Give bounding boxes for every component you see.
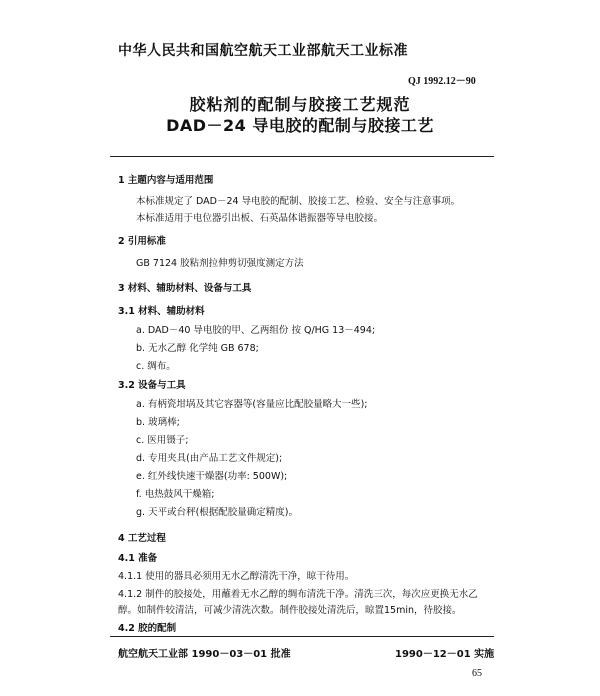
section-3-2-heading: 3.2 设备与工具	[118, 380, 186, 391]
effective-date: 1990－12－01 实施	[395, 649, 495, 660]
section-3-heading: 3 材料、辅助材料、设备与工具	[118, 283, 252, 294]
top-divider	[110, 156, 494, 157]
section-3-2-item-c: c. 医用镊子;	[136, 435, 189, 446]
section-4-1-heading: 4.1 准备	[118, 553, 158, 564]
approval-date: 航空航天工业部 1990－03－01 批准	[118, 649, 291, 660]
section-3-1-heading: 3.1 材料、辅助材料	[118, 306, 205, 317]
document-title: 胶粘剂的配制与胶接工艺规范	[189, 95, 411, 114]
section-3-2-item-b: b. 玻璃棒;	[136, 417, 180, 428]
section-3-2-item-a: a. 有柄瓷坩埚及其它容器等(容量应比配胶量略大一些);	[136, 399, 368, 410]
section-3-2-item-f: f. 电热鼓风干燥箱;	[136, 489, 215, 500]
bottom-divider	[110, 636, 494, 637]
section-3-1-item-b: b. 无水乙醇 化学纯 GB 678;	[136, 343, 259, 354]
section-3-2-item-e: e. 红外线快速干燥器(功率: 500W);	[136, 471, 288, 482]
section-4-1-2-line-1: 4.1.2 制件的胶接处，用蘸着无水乙醇的绸布清洗干净。清洗三次，每次应更换无水乙	[118, 589, 478, 600]
section-3-1-item-a: a. DAD－40 导电胶的甲、乙两组份 按 Q/HG 13－494;	[136, 325, 376, 336]
section-4-1-1: 4.1.1 使用的器具必须用无水乙醇清洗干净，晾干待用。	[118, 571, 355, 582]
section-4-heading: 4 工艺过程	[118, 533, 166, 544]
section-1-paragraph-1: 本标准规定了 DAD－24 导电胶的配制、胶接工艺、检验、安全与注意事项。	[136, 196, 461, 207]
section-4-2-heading: 4.2 胶的配制	[118, 620, 180, 634]
section-4-1-2-line-2: 醇。如制件较清洁，可减少清洗次数。制件胶接处清洗后，晾置15min，待胶接。	[118, 605, 462, 616]
section-2-reference: GB 7124 胶粘剂拉伸剪切强度测定方法	[136, 258, 304, 269]
document-subtitle: DAD－24 导电胶的配制与胶接工艺	[166, 116, 434, 135]
section-3-1-item-c: c. 绸布。	[136, 361, 176, 372]
section-2-heading: 2 引用标准	[118, 236, 166, 247]
page-number: 65	[472, 668, 482, 679]
issuing-organization: 中华人民共和国航空航天工业部航天工业标准	[118, 43, 408, 59]
section-3-2-item-d: d. 专用夹具(由产品工艺文件规定);	[136, 453, 283, 464]
section-1-heading: 1 主题内容与适用范围	[118, 175, 214, 186]
standard-code: QJ 1992.12－90	[408, 76, 476, 87]
section-3-2-item-g: g. 天平或台秤(根据配胶量确定精度)。	[136, 507, 298, 518]
section-1-paragraph-2: 本标准适用于电位器引出板、石英晶体谐振器等导电胶接。	[136, 213, 384, 224]
